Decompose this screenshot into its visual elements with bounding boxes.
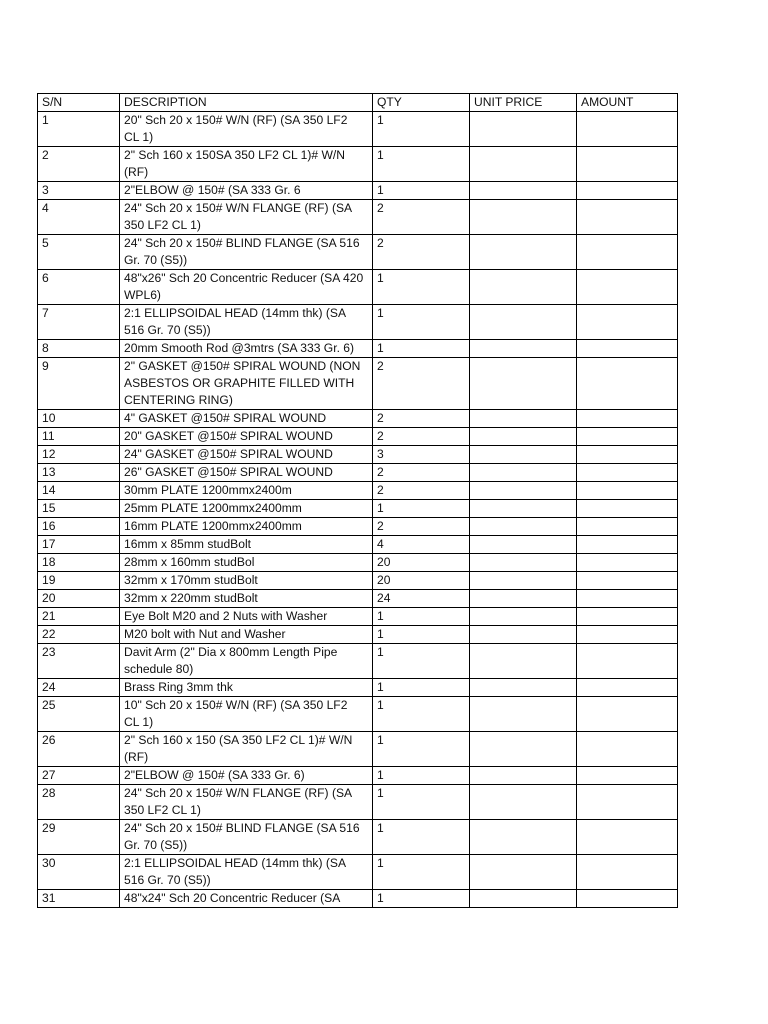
cell-amount [577,626,678,644]
cell-sn: 20 [38,590,120,608]
cell-unit-price [470,182,577,200]
cell-unit-price [470,500,577,518]
table-row [38,147,678,182]
table-row [38,182,678,200]
cell-description: 32mm x 170mm studBolt [120,572,373,590]
cell-qty: 20 [373,554,470,572]
cell-description: 4" GASKET @150# SPIRAL WOUND [120,410,373,428]
table-row [38,590,678,608]
cell-description: 20mm Smooth Rod @3mtrs (SA 333 Gr. 6) [120,340,373,358]
header-sn: S/N [38,94,120,112]
table-row [38,270,678,305]
cell-description: 2:1 ELLIPSOIDAL HEAD (14mm thk) (SA 516 Gr. 70 (S5)) [120,305,373,340]
cell-unit-price [470,305,577,340]
cell-sn: 4 [38,200,120,235]
cell-unit-price [470,410,577,428]
table-row [38,820,678,855]
cell-qty: 2 [373,464,470,482]
cell-qty: 1 [373,305,470,340]
cell-qty: 2 [373,410,470,428]
table-row [38,785,678,820]
cell-unit-price [470,572,577,590]
cell-sn: 10 [38,410,120,428]
cell-sn: 16 [38,518,120,536]
cell-sn: 29 [38,820,120,855]
cell-description: 20" Sch 20 x 150# W/N (RF) (SA 350 LF2 CL 1) [120,112,373,147]
cell-description: 25mm PLATE 1200mmx2400mm [120,500,373,518]
table-row [38,626,678,644]
cell-description: 48"x26" Sch 20 Concentric Reducer (SA 420 WPL6) [120,270,373,305]
cell-amount [577,518,678,536]
table-row [38,697,678,732]
cell-unit-price [470,767,577,785]
cell-unit-price [470,464,577,482]
cell-sn: 23 [38,644,120,679]
cell-qty: 1 [373,767,470,785]
header-description: DESCRIPTION [120,94,373,112]
table-header [38,94,678,112]
cell-amount [577,112,678,147]
table-row [38,428,678,446]
cell-amount [577,358,678,410]
cell-qty: 3 [373,446,470,464]
table-row [38,358,678,410]
table-row [38,644,678,679]
cell-sn: 17 [38,536,120,554]
cell-description: 2" Sch 160 x 150 (SA 350 LF2 CL 1)# W/N (RF) [120,732,373,767]
cell-unit-price [470,855,577,890]
cell-amount [577,644,678,679]
cell-amount [577,785,678,820]
cell-qty: 20 [373,572,470,590]
table-row [38,767,678,785]
cell-unit-price [470,554,577,572]
cell-qty: 1 [373,890,470,908]
cell-unit-price [470,358,577,410]
cell-description: 28mm x 160mm studBol [120,554,373,572]
cell-amount [577,697,678,732]
cell-amount [577,608,678,626]
cell-unit-price [470,147,577,182]
cell-sn: 14 [38,482,120,500]
cell-qty: 1 [373,697,470,732]
table-row [38,340,678,358]
cell-amount [577,590,678,608]
cell-sn: 11 [38,428,120,446]
cell-unit-price [470,235,577,270]
table-row [38,732,678,767]
cell-amount [577,464,678,482]
cell-sn: 12 [38,446,120,464]
bill-of-quantities-table [37,93,678,908]
cell-qty: 1 [373,785,470,820]
header-row [38,94,678,112]
cell-description: 24" Sch 20 x 150# W/N FLANGE (RF) (SA 350 LF2 CL 1) [120,785,373,820]
cell-amount [577,182,678,200]
cell-qty: 1 [373,626,470,644]
cell-sn: 19 [38,572,120,590]
table-row [38,446,678,464]
cell-qty: 1 [373,147,470,182]
cell-sn: 7 [38,305,120,340]
cell-sn: 30 [38,855,120,890]
cell-sn: 2 [38,147,120,182]
cell-sn: 8 [38,340,120,358]
cell-amount [577,446,678,464]
cell-amount [577,270,678,305]
cell-unit-price [470,626,577,644]
cell-description: Brass Ring 3mm thk [120,679,373,697]
cell-sn: 1 [38,112,120,147]
cell-sn: 13 [38,464,120,482]
cell-description: 10" Sch 20 x 150# W/N (RF) (SA 350 LF2 CL 1) [120,697,373,732]
cell-description: 48"x24" Sch 20 Concentric Reducer (SA [120,890,373,908]
cell-qty: 1 [373,500,470,518]
cell-description: 24" GASKET @150# SPIRAL WOUND [120,446,373,464]
cell-sn: 3 [38,182,120,200]
cell-unit-price [470,785,577,820]
cell-unit-price [470,518,577,536]
cell-description: 20" GASKET @150# SPIRAL WOUND [120,428,373,446]
cell-unit-price [470,679,577,697]
cell-amount [577,679,678,697]
cell-amount [577,410,678,428]
cell-sn: 27 [38,767,120,785]
table-row [38,679,678,697]
table-row [38,410,678,428]
cell-qty: 1 [373,112,470,147]
cell-sn: 28 [38,785,120,820]
cell-amount [577,572,678,590]
cell-amount [577,536,678,554]
cell-qty: 1 [373,732,470,767]
cell-amount [577,482,678,500]
cell-qty: 2 [373,518,470,536]
cell-unit-price [470,608,577,626]
cell-qty: 1 [373,644,470,679]
cell-amount [577,500,678,518]
table-row [38,536,678,554]
cell-description: 2"ELBOW @ 150# (SA 333 Gr. 6 [120,182,373,200]
cell-qty: 1 [373,855,470,890]
table-row [38,112,678,147]
cell-unit-price [470,270,577,305]
cell-unit-price [470,428,577,446]
header-amount: AMOUNT [577,94,678,112]
cell-description: 16mm PLATE 1200mmx2400mm [120,518,373,536]
cell-description: M20 bolt with Nut and Washer [120,626,373,644]
cell-amount [577,340,678,358]
cell-description: 2" GASKET @150# SPIRAL WOUND (NON ASBESTOS OR GRAPHITE FILLED WITH CENTERING RING) [120,358,373,410]
cell-description: 24" Sch 20 x 150# BLIND FLANGE (SA 516 Gr. 70 (S5)) [120,235,373,270]
cell-sn: 31 [38,890,120,908]
table-row [38,305,678,340]
cell-qty: 1 [373,340,470,358]
cell-qty: 24 [373,590,470,608]
table-row [38,518,678,536]
cell-amount [577,428,678,446]
cell-sn: 18 [38,554,120,572]
header-unit-price: UNIT PRICE [470,94,577,112]
cell-description: 26" GASKET @150# SPIRAL WOUND [120,464,373,482]
cell-amount [577,200,678,235]
cell-qty: 1 [373,679,470,697]
cell-unit-price [470,644,577,679]
cell-unit-price [470,536,577,554]
cell-sn: 6 [38,270,120,305]
cell-qty: 1 [373,182,470,200]
cell-description: 2"ELBOW @ 150# (SA 333 Gr. 6) [120,767,373,785]
cell-unit-price [470,590,577,608]
table-body [38,112,678,908]
cell-description: 24" Sch 20 x 150# BLIND FLANGE (SA 516 Gr. 70 (S5)) [120,820,373,855]
table-row [38,500,678,518]
cell-amount [577,732,678,767]
cell-sn: 24 [38,679,120,697]
cell-description: 2:1 ELLIPSOIDAL HEAD (14mm thk) (SA 516 Gr. 70 (S5)) [120,855,373,890]
cell-amount [577,820,678,855]
cell-qty: 2 [373,482,470,500]
cell-amount [577,767,678,785]
cell-sn: 21 [38,608,120,626]
table-row [38,608,678,626]
cell-description: 30mm PLATE 1200mmx2400m [120,482,373,500]
cell-sn: 9 [38,358,120,410]
header-qty: QTY [373,94,470,112]
cell-unit-price [470,112,577,147]
table-row [38,235,678,270]
table-row [38,572,678,590]
cell-qty: 1 [373,608,470,626]
cell-description: 32mm x 220mm studBolt [120,590,373,608]
cell-qty: 1 [373,270,470,305]
cell-sn: 15 [38,500,120,518]
table-row [38,464,678,482]
cell-qty: 4 [373,536,470,554]
table-row [38,890,678,908]
cell-unit-price [470,697,577,732]
cell-unit-price [470,482,577,500]
cell-description: 16mm x 85mm studBolt [120,536,373,554]
cell-description: 24" Sch 20 x 150# W/N FLANGE (RF) (SA 350 LF2 CL 1) [120,200,373,235]
cell-unit-price [470,820,577,855]
cell-qty: 2 [373,428,470,446]
cell-description: Eye Bolt M20 and 2 Nuts with Washer [120,608,373,626]
table-row [38,855,678,890]
cell-description: Davit Arm (2" Dia x 800mm Length Pipe schedule 80) [120,644,373,679]
cell-amount [577,147,678,182]
cell-sn: 25 [38,697,120,732]
cell-unit-price [470,732,577,767]
cell-amount [577,305,678,340]
table-row [38,200,678,235]
cell-qty: 2 [373,235,470,270]
cell-sn: 26 [38,732,120,767]
cell-amount [577,554,678,572]
cell-qty: 1 [373,820,470,855]
table-row [38,554,678,572]
cell-unit-price [470,200,577,235]
cell-sn: 22 [38,626,120,644]
cell-amount [577,235,678,270]
cell-unit-price [470,446,577,464]
cell-amount [577,890,678,908]
cell-qty: 2 [373,358,470,410]
table-row [38,482,678,500]
cell-description: 2" Sch 160 x 150SA 350 LF2 CL 1)# W/N (RF) [120,147,373,182]
cell-sn: 5 [38,235,120,270]
cell-amount [577,855,678,890]
cell-unit-price [470,890,577,908]
cell-qty: 2 [373,200,470,235]
cell-unit-price [470,340,577,358]
